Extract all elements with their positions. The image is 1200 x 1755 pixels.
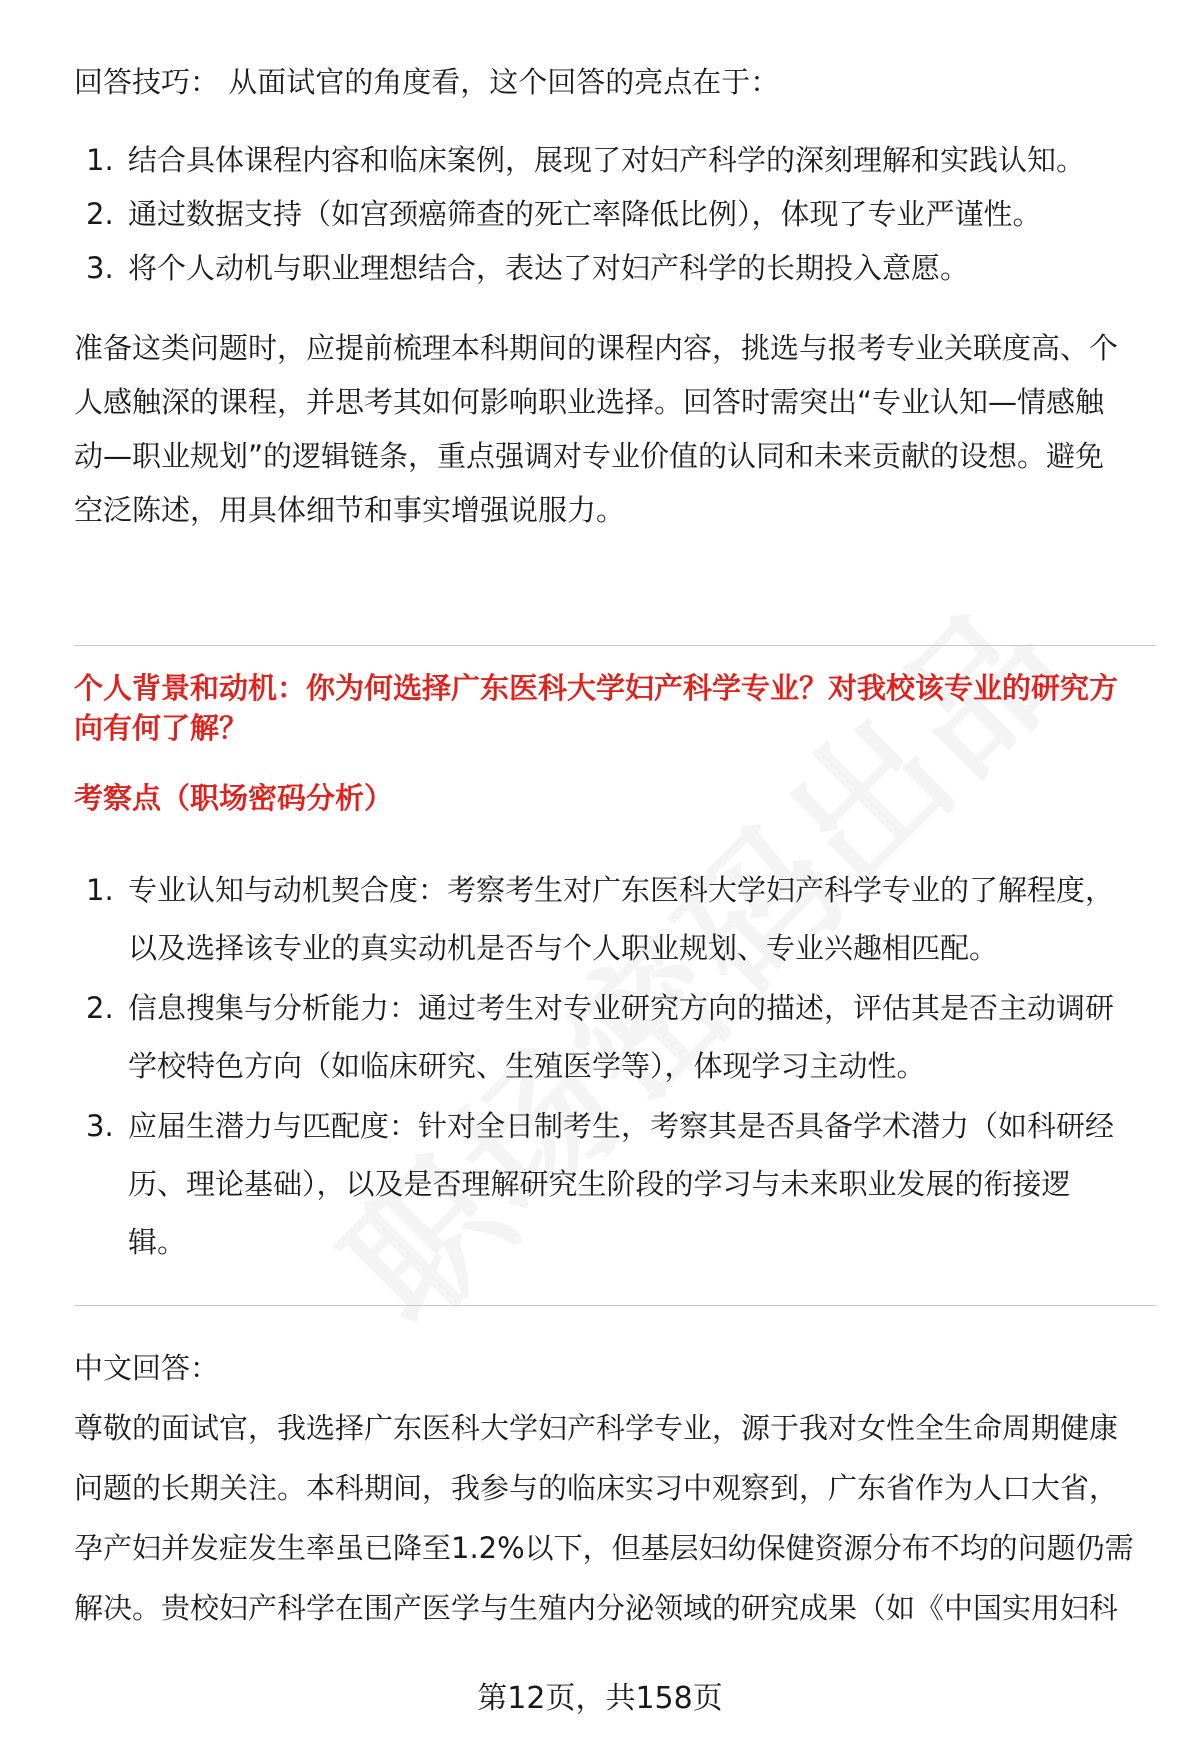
answer-tip-line: 回答技巧： 从面试官的角度看，这个回答的亮点在于： bbox=[74, 65, 780, 99]
answer-paragraph-line: 问题的长期关注。本科期间，我参与的临床实习中观察到，广东省作为人口大省， bbox=[74, 1471, 1119, 1505]
list-item-continued: 以及选择该专业的真实动机是否与个人职业规划、专业兴趣相匹配。 bbox=[128, 931, 999, 965]
list-number: 2. bbox=[86, 991, 114, 1025]
answer-paragraph-line: 解决。贵校妇产科学在围产医学与生殖内分泌领域的研究成果（如《中国实用妇科 bbox=[74, 1591, 1119, 1625]
list-number: 1. bbox=[86, 143, 114, 177]
list-item: 通过数据支持（如宫颈癌筛查的死亡率降低比例），体现了专业严谨性。 bbox=[128, 197, 1042, 231]
question-title: 个人背景和动机：你为何选择广东医科大学妇产科学专业？对我校该专业的研究方 bbox=[74, 671, 1119, 705]
advice-paragraph-line: 动—职业规划”的逻辑链条，重点强调对专业价值的认同和未来贡献的设想。避免 bbox=[74, 439, 1105, 473]
answer-paragraph-line: 孕产妇并发症发生率虽已降至1.2%以下，但基层妇幼保健资源分布不均的问题仍需 bbox=[74, 1531, 1134, 1565]
list-number: 1. bbox=[86, 873, 114, 907]
advice-paragraph-line: 准备这类问题时，应提前梳理本科期间的课程内容，挑选与报考专业关联度高、个 bbox=[74, 331, 1119, 365]
divider bbox=[74, 645, 1156, 646]
list-item-continued: 辑。 bbox=[128, 1225, 187, 1259]
list-item: 专业认知与动机契合度：考察考生对广东医科大学妇产科学专业的了解程度， bbox=[128, 873, 1115, 907]
list-item-continued: 历、理论基础），以及是否理解研究生阶段的学习与未来职业发展的衔接逻 bbox=[128, 1167, 1071, 1201]
focus-heading: 考察点（职场密码分析） bbox=[74, 781, 394, 815]
list-number: 3. bbox=[86, 251, 114, 285]
list-item: 信息搜集与分析能力：通过考生对专业研究方向的描述，评估其是否主动调研 bbox=[128, 991, 1115, 1025]
answer-paragraph-line: 尊敬的面试官，我选择广东医科大学妇产科学专业，源于我对女性全生命周期健康 bbox=[74, 1411, 1119, 1445]
list-number: 3. bbox=[86, 1109, 114, 1143]
question-title: 向有何了解？ bbox=[74, 711, 249, 745]
list-number: 2. bbox=[86, 197, 114, 231]
list-item: 应届生潜力与匹配度：针对全日制考生，考察其是否具备学术潜力（如科研经 bbox=[128, 1109, 1115, 1143]
list-item: 结合具体课程内容和临床案例，展现了对妇产科学的深刻理解和实践认知。 bbox=[128, 143, 1086, 177]
page-number: 第12页，共158页 bbox=[477, 1681, 723, 1716]
list-item: 将个人动机与职业理想结合，表达了对妇产科学的长期投入意愿。 bbox=[128, 251, 970, 285]
answer-label: 中文回答： bbox=[74, 1351, 220, 1385]
list-item-continued: 学校特色方向（如临床研究、生殖医学等），体现学习主动性。 bbox=[128, 1049, 926, 1083]
advice-paragraph-line: 空泛陈述，用具体细节和事实增强说服力。 bbox=[74, 493, 626, 527]
divider bbox=[74, 1305, 1156, 1306]
advice-paragraph-line: 人感触深的课程，并思考其如何影响职业选择。回答时需突出“专业认知—情感触 bbox=[74, 385, 1105, 419]
